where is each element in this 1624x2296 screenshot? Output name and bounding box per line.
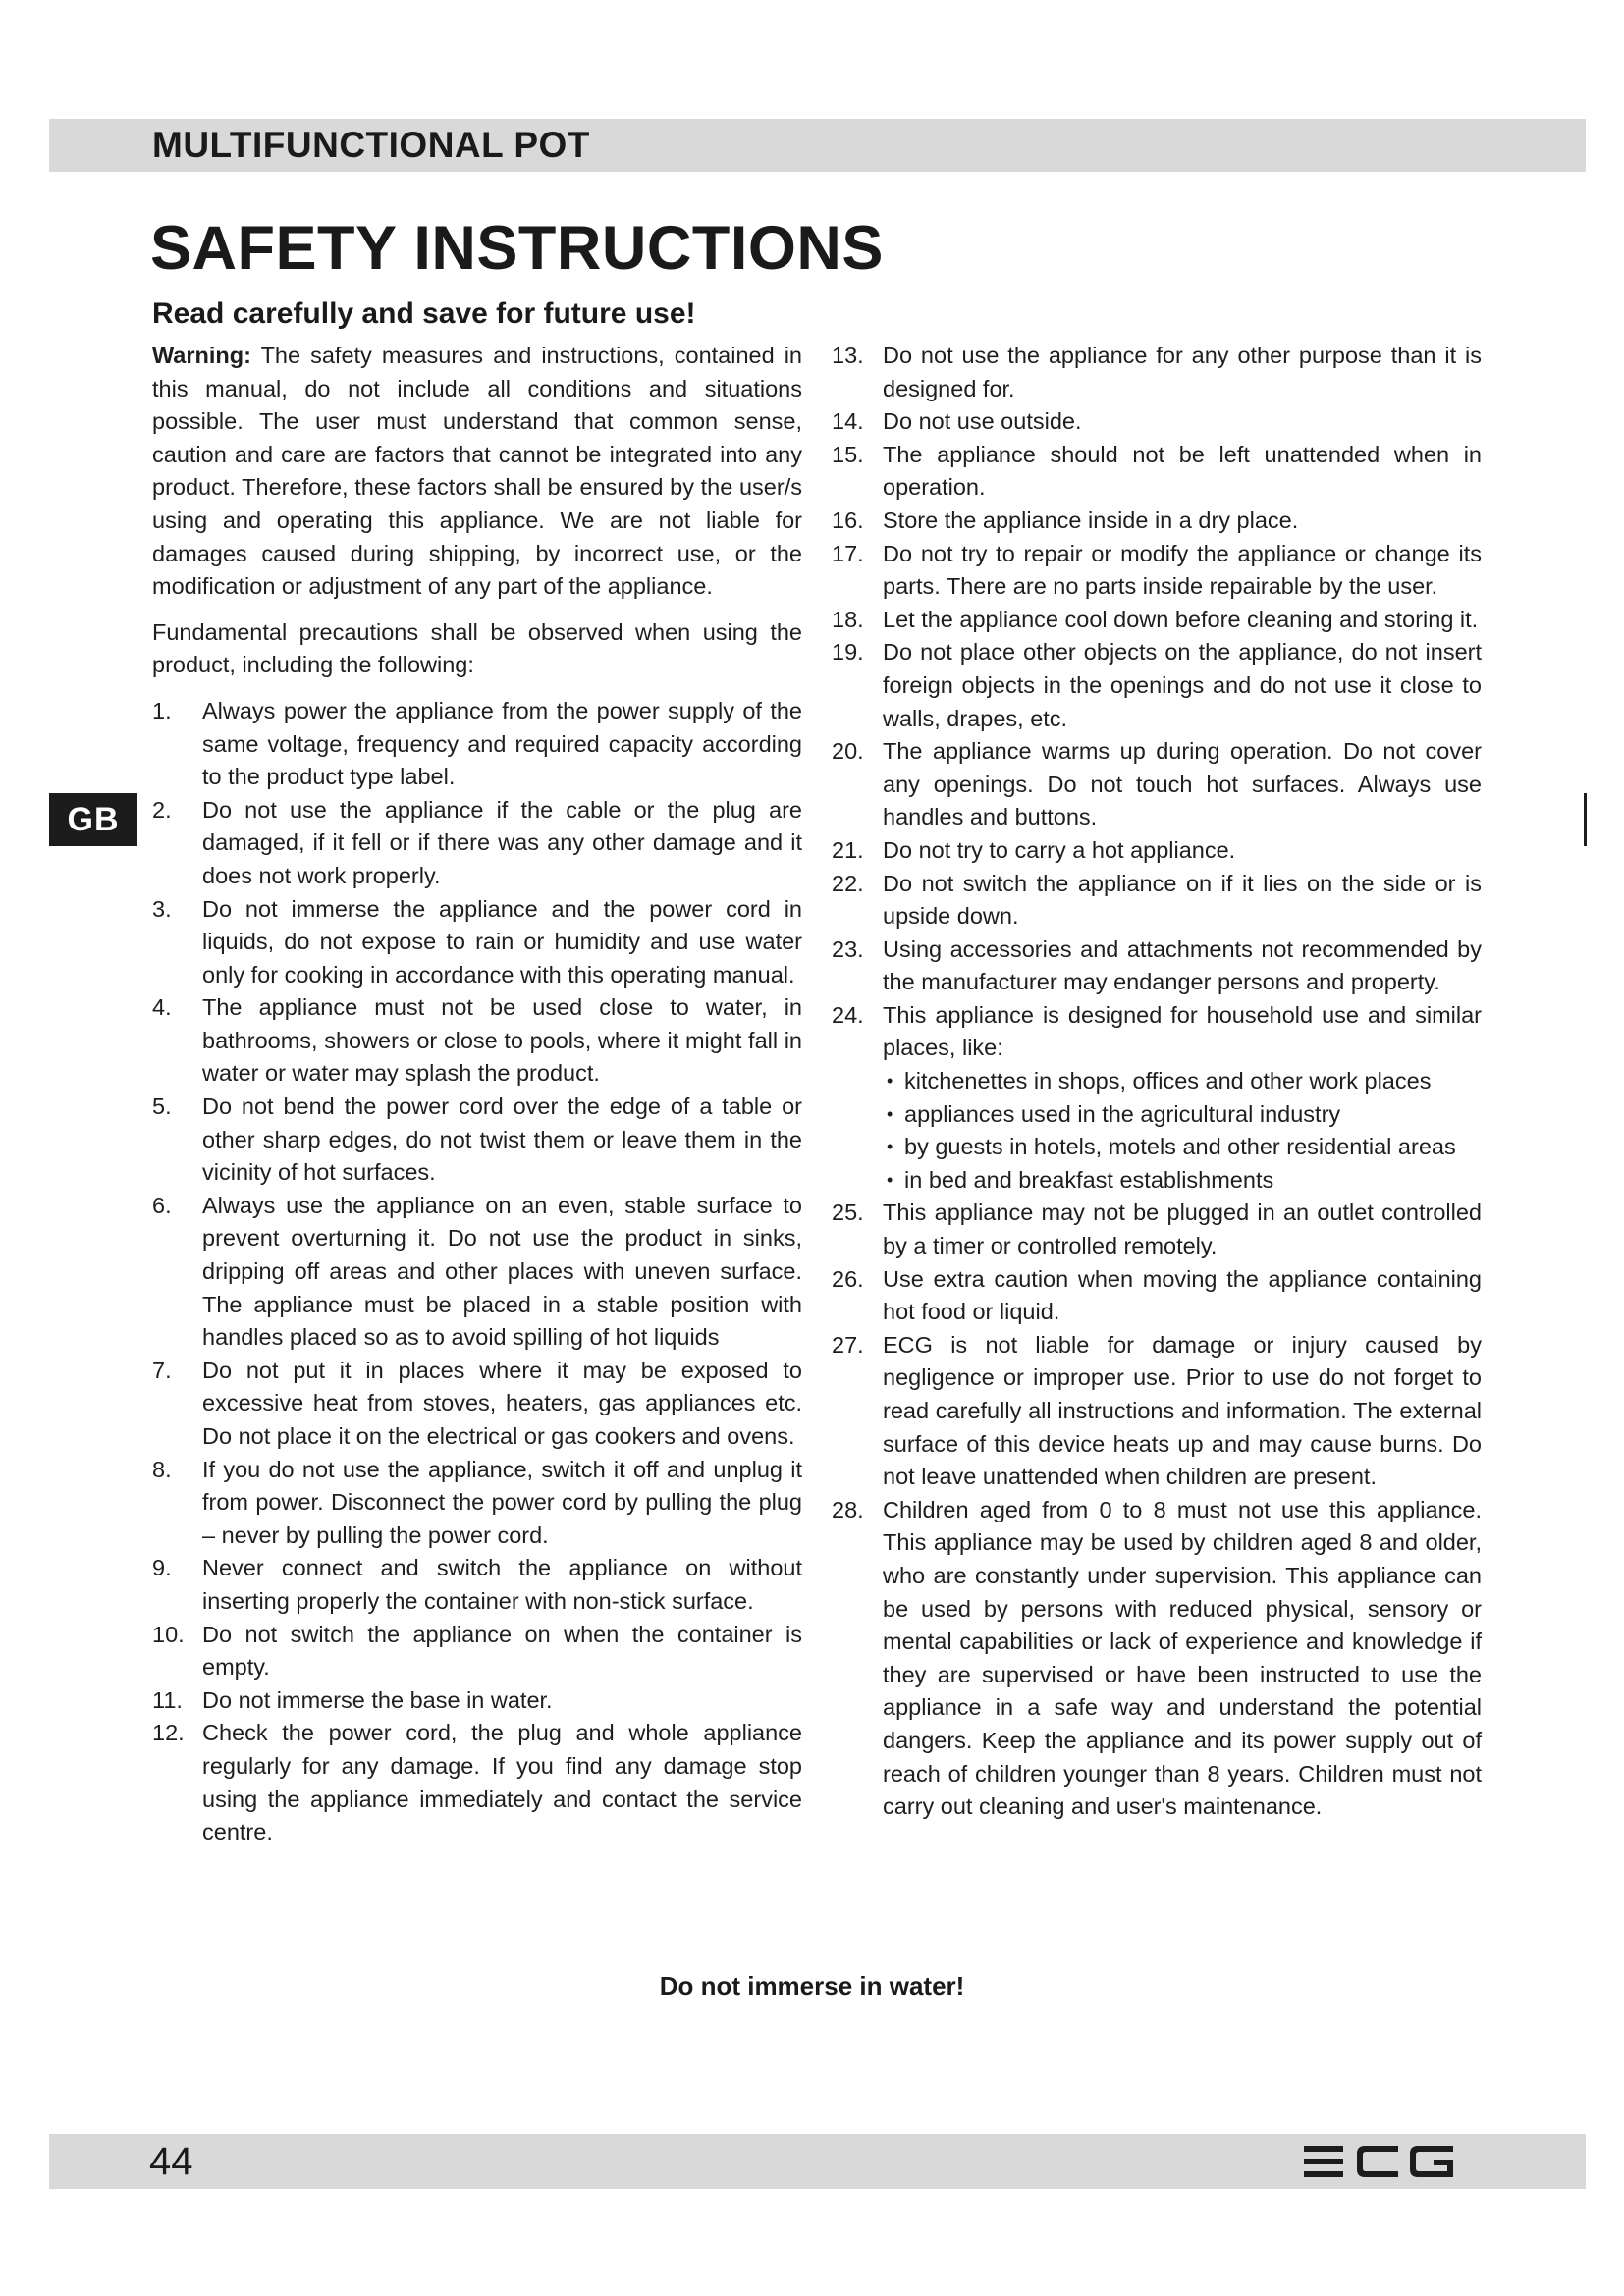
item-number: 5. <box>152 1094 172 1120</box>
item-text: The appliance warms up during operation. Do not cover any openings. Do not touch hot surfaces. Always use handles and buttons. <box>883 738 1482 830</box>
item-text: The appliance should not be left unattended when in operation. <box>883 441 1482 501</box>
bullet-item: • kitchenettes in shops, offices and other work places <box>883 1065 1482 1098</box>
item-text: Use extra caution when moving the appliance containing hot food or liquid. <box>883 1265 1482 1325</box>
list-item <box>152 893 802 992</box>
list-item <box>832 868 1482 934</box>
instruction-list-right <box>832 340 1482 1824</box>
item-text: This appliance may not be plugged in an outlet controlled by a timer or controlled remotely. <box>883 1200 1482 1259</box>
item-text: If you do not use the appliance, switch it off and unplug it from power. Disconnect the power cord by pulling the plug – never by pulling the power cord. <box>202 1456 802 1548</box>
list-item <box>832 1329 1482 1494</box>
list-item <box>832 1263 1482 1329</box>
list-item <box>152 1091 802 1190</box>
item-number: 14. <box>832 408 864 435</box>
margin-marker <box>1584 793 1587 846</box>
item-number: 9. <box>152 1555 172 1581</box>
item-number: 21. <box>832 836 864 863</box>
list-item <box>832 735 1482 834</box>
list-item <box>152 794 802 893</box>
item-text: Never connect and switch the appliance on without inserting properly the container with non-stick surface. <box>202 1555 802 1614</box>
item-text: Do not place other objects on the appliance, do not insert foreign objects in the openings and do not use it close to walls, drapes, etc. <box>883 639 1482 731</box>
item-text: Using accessories and attachments not recommended by the manufacturer may endanger persons and property. <box>883 935 1482 995</box>
instruction-list-left <box>152 695 802 1849</box>
list-item <box>832 340 1482 405</box>
list-item <box>832 604 1482 637</box>
item-text: This appliance is designed for household use and similar places, like: <box>883 1001 1482 1061</box>
item-text: Always use the appliance on an even, stable surface to prevent overturning it. Do not use the product in sinks, dripping off areas and other places with uneven surface. The appliance must be placed in a stable position with handles placed so as to avoid spilling of hot liquids <box>202 1192 802 1351</box>
language-tab: GB <box>49 793 137 846</box>
item-text: Do not try to carry a hot appliance. <box>883 836 1236 863</box>
item-number: 2. <box>152 796 172 823</box>
list-item <box>832 834 1482 868</box>
item-number: 20. <box>832 738 864 765</box>
list-item <box>152 1454 802 1553</box>
item-text: Do not immerse the base in water. <box>202 1686 553 1713</box>
list-item <box>152 1355 802 1454</box>
list-item <box>152 1190 802 1355</box>
bullet-item: • appliances used in the agricultural industry <box>883 1098 1482 1132</box>
item-number: 3. <box>152 895 172 922</box>
item-text: Do not put it in places where it may be exposed to excessive heat from stoves, heaters, gas appliances etc. Do not place it on the electrical or gas cookers and ovens. <box>202 1357 802 1449</box>
item-number: 28. <box>832 1496 864 1522</box>
item-number: 13. <box>832 343 864 368</box>
item-text: The appliance must not be used close to water, in bathrooms, showers or close to pools, where it might fall in water or water may splash the product. <box>202 994 802 1087</box>
item-number: 7. <box>152 1357 172 1383</box>
list-item <box>152 1717 802 1848</box>
item-text: Do not try to repair or modify the appliance or change its parts. There are no parts inside repairable by the user. <box>883 540 1482 600</box>
warning-text: The safety measures and instructions, contained in this manual, do not include all conditions and situations possible. The user must understand that common sense, caution and care are factors that cannot be integrated into any product. Therefore, these factors shall be ensured by the user/s using and operating this appliance. We are not liable for damages caused during shipping, by incorrect use, or the modification or adjustment of any part of the appliance. <box>152 343 802 600</box>
item-text: Store the appliance inside in a dry place. <box>883 507 1299 533</box>
list-item <box>832 934 1482 999</box>
item-text: Let the appliance cool down before cleaning and storing it. <box>883 606 1479 632</box>
list-item <box>152 1619 802 1684</box>
list-item <box>832 999 1482 1198</box>
item-number: 23. <box>832 935 864 962</box>
bullet-item: • in bed and breakfast establishments <box>883 1164 1482 1198</box>
item-text: Children aged from 0 to 8 must not use this appliance. This appliance may be used by children aged 8 and older, who are constantly under supervision. This appliance can be used by persons with reduced physical, sensory or mental capabilities or lack of experience and knowledge if they are supervised or have been instructed to use the appliance in a safe way and understand the potential dangers. Keep the appliance and its power supply out of reach of children younger than 8 years. Children must not carry out cleaning and user's maintenance. <box>883 1496 1482 1820</box>
list-item <box>152 991 802 1091</box>
list-item <box>152 1552 802 1618</box>
item-number: 17. <box>832 540 864 566</box>
item-text: Do not switch the appliance on when the container is empty. <box>202 1621 802 1681</box>
item-text: ECG is not liable for damage or injury caused by negligence or improper use. Prior to use do not forget to read carefully all instructions and information. The external surface of this device heats up and may cause burns. Do not leave unattended when children are present. <box>883 1331 1482 1490</box>
list-item <box>832 439 1482 505</box>
list-item <box>832 1197 1482 1262</box>
item-text: Do not switch the appliance on if it lies on the side or is upside down. <box>883 870 1482 930</box>
usage-places-list <box>883 1065 1482 1197</box>
page-number: 44 <box>149 2140 193 2183</box>
item-text: Do not use the appliance if the cable or the plug are damaged, if it fell or if there was any other damage and it does not work properly. <box>202 796 802 888</box>
item-number: 25. <box>832 1200 864 1226</box>
page-title: SAFETY INSTRUCTIONS <box>150 214 884 283</box>
item-number: 10. <box>152 1621 185 1647</box>
ecg-logo <box>1302 2142 1457 2181</box>
subtitle: Read carefully and save for future use! <box>152 297 696 330</box>
left-column <box>152 340 802 1849</box>
item-number: 15. <box>832 441 864 467</box>
item-number: 26. <box>832 1265 864 1292</box>
item-text: Always power the appliance from the power supply of the same voltage, frequency and required capacity according to the product type label. <box>202 697 802 790</box>
item-number: 27. <box>832 1331 864 1358</box>
item-number: 16. <box>832 507 864 533</box>
item-number: 6. <box>152 1192 172 1218</box>
item-number: 4. <box>152 994 172 1021</box>
right-column <box>832 340 1482 1824</box>
list-item <box>152 695 802 794</box>
header-title: MULTIFUNCTIONAL POT <box>152 125 590 165</box>
list-item <box>832 538 1482 604</box>
warning-label: Warning: <box>152 343 251 368</box>
list-item <box>832 1494 1482 1824</box>
list-item <box>832 636 1482 735</box>
item-text: Do not use outside. <box>883 408 1082 435</box>
footnote: Do not immerse in water! <box>659 1971 965 2001</box>
item-text: Do not bend the power cord over the edge of a table or other sharp edges, do not twist them or leave them in the vicinity of hot surfaces. <box>202 1094 802 1186</box>
list-item <box>152 1684 802 1718</box>
item-number: 1. <box>152 697 172 723</box>
item-number: 8. <box>152 1456 172 1482</box>
item-number: 19. <box>832 639 864 666</box>
item-text: Do not use the appliance for any other purpose than it is designed for. <box>883 343 1482 401</box>
list-item <box>832 405 1482 439</box>
item-number: 12. <box>152 1720 185 1746</box>
item-number: 18. <box>832 606 864 632</box>
item-text: Do not immerse the appliance and the power cord in liquids, do not expose to rain or humidity and use water only for cooking in accordance with this operating manual. <box>202 895 802 988</box>
item-text: Check the power cord, the plug and whole appliance regularly for any damage. If you find any damage stop using the appliance immediately and contact the service centre. <box>202 1720 802 1845</box>
list-item <box>832 505 1482 538</box>
item-number: 22. <box>832 870 864 896</box>
item-number: 24. <box>832 1001 864 1028</box>
intro-paragraph: Fundamental precautions shall be observed when using the product, including the following: <box>152 618 802 678</box>
item-number: 11. <box>152 1686 183 1713</box>
warning-paragraph <box>152 340 802 604</box>
bullet-item: • by guests in hotels, motels and other residential areas <box>883 1131 1482 1164</box>
